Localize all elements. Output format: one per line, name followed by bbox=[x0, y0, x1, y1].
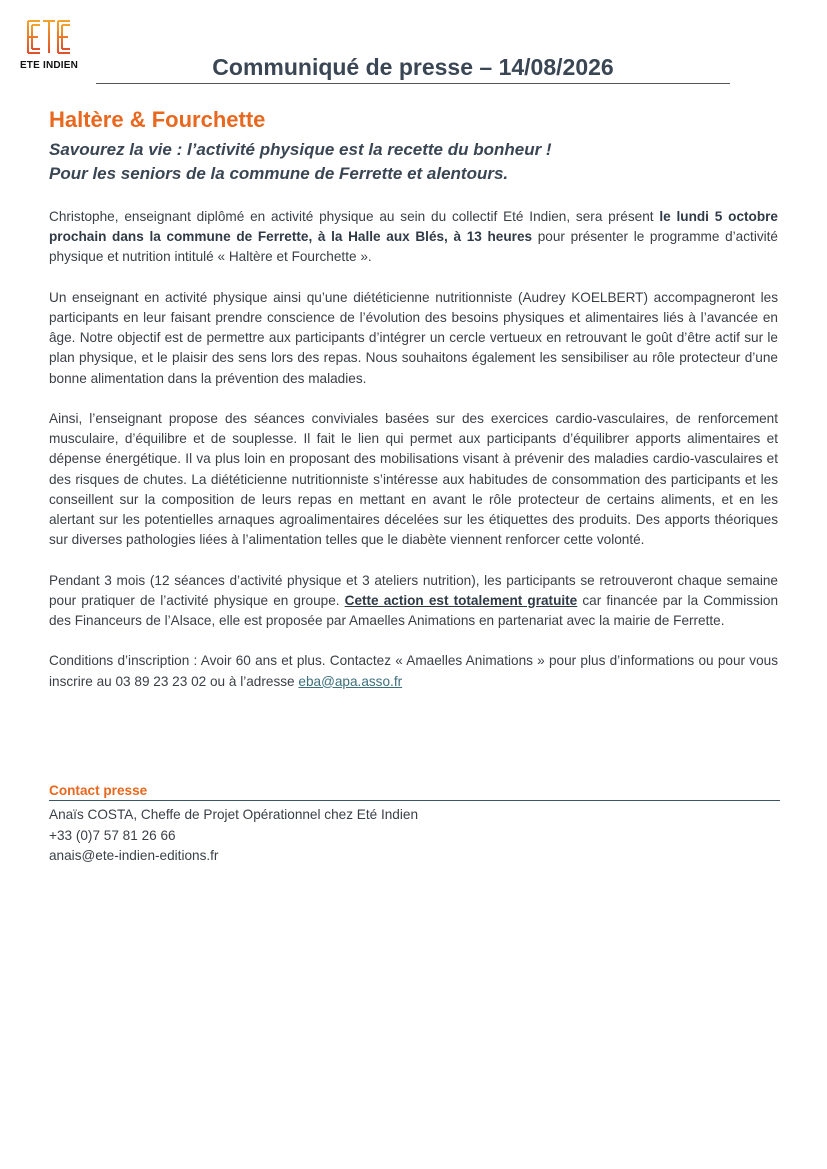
contact-email: anais@ete-indien-editions.fr bbox=[49, 848, 219, 863]
contact-divider bbox=[49, 800, 780, 801]
registration-email-link[interactable]: eba@apa.asso.fr bbox=[298, 673, 403, 689]
event-details: le lundi 5 octobre prochain dans la commune de Ferrette, à la Halle aux Blés, à 13 heures bbox=[49, 209, 778, 245]
logo bbox=[17, 18, 81, 78]
paragraph-5 bbox=[49, 651, 778, 691]
paragraph-1-text-end: pour présenter le programme d’activité physique et nutrition intitulé « Haltère et Fourchette ». bbox=[49, 229, 778, 265]
subtitle-line-1: Savourez la vie : l’activité physique est la recette du bonheur ! bbox=[49, 140, 552, 159]
header-divider bbox=[96, 83, 730, 84]
free-action-highlight: Cette action est totalement gratuite bbox=[344, 592, 578, 608]
paragraph-4-text: Pendant 3 mois (12 séances d’activité physique et 3 ateliers nutrition), les participants se retrouveront chaque semaine pour pratiquer de l’activité physique en groupe. bbox=[49, 572, 778, 608]
paragraph-3: Ainsi, l’enseignant propose des séances conviviales basées sur des exercices cardio-vasculaires, de renforcement musculaire, d’équilibre et de souplesse. Il fait le lien qui permet aux participants d’équilibrer apports alimentaires et dépense énergétique. Il va plus loin en proposant des mobilisations visant à prévenir des maladies cardio-vasculaires et des risques de chutes. La diététicienne nutritionniste s’intéresse aux habitudes de consommation des participants et les conseillent sur la composition de leurs repas en mettant en avant le rôle protecteur de certains aliments, et en les alertant sur les potentielles arnaques agroalimentaires décelées sur les étiquettes des produits. Des apports théoriques sur diverses pathologies liées à l’alimentation telles que le diabète viennent renforcer cette volonté. bbox=[49, 411, 778, 548]
logo-wordmark: ETE INDIEN bbox=[19, 60, 79, 71]
contact-name: Anaïs COSTA, Cheffe de Projet Opérationnel chez Eté Indien bbox=[49, 807, 419, 822]
paragraph-4-text-end: car financée par la Commission des Financeurs de l’Alsace, elle est proposée par Amaelles Animations en partenariat avec la mairie de Ferrette. bbox=[49, 592, 779, 629]
body-text bbox=[49, 207, 778, 712]
page-title: Communiqué de presse – 14/08/2026 bbox=[212, 54, 614, 80]
contact-phone: +33 (0)7 57 81 26 66 bbox=[49, 827, 176, 843]
logo-mark-icon bbox=[25, 18, 73, 56]
contact-heading: Contact presse bbox=[49, 783, 148, 798]
contact-block bbox=[49, 805, 418, 867]
paragraph-1 bbox=[49, 207, 778, 268]
press-release-title: Haltère & Fourchette bbox=[49, 107, 266, 132]
registration-conditions: Conditions d’inscription : Avoir 60 ans et plus. Contactez « Amaelles Animations » pour plus d’informations ou pour vous inscrire au 03 89 23 23 02 ou à l’adresse bbox=[49, 653, 778, 689]
paragraph-2: Un enseignant en activité physique ainsi qu’une diététicienne nutritionniste (Audrey KOELBERT) accompagneront les participants en leur faisant prendre conscience de l’évolution des besoins physiques et alimentaires liés à l’avancée en âge. Notre objectif est de permettre aux participants d’intégrer un cercle vertueux en retrouvant le goût d’être actif sur le plan physique, et le plaisir des sens lors des repas. Nous souhaitons également les sensibiliser au rôle protecteur d’une bonne alimentation dans la prévention des maladies. bbox=[49, 289, 778, 386]
paragraph-1-text: Christophe, enseignant diplômé en activité physique au sein du collectif Eté Indien, sera présent bbox=[49, 209, 660, 224]
subtitle-line-2: Pour les seniors de la commune de Ferrette et alentours. bbox=[49, 164, 509, 183]
paragraph-4 bbox=[49, 571, 778, 632]
subtitle bbox=[49, 138, 779, 186]
